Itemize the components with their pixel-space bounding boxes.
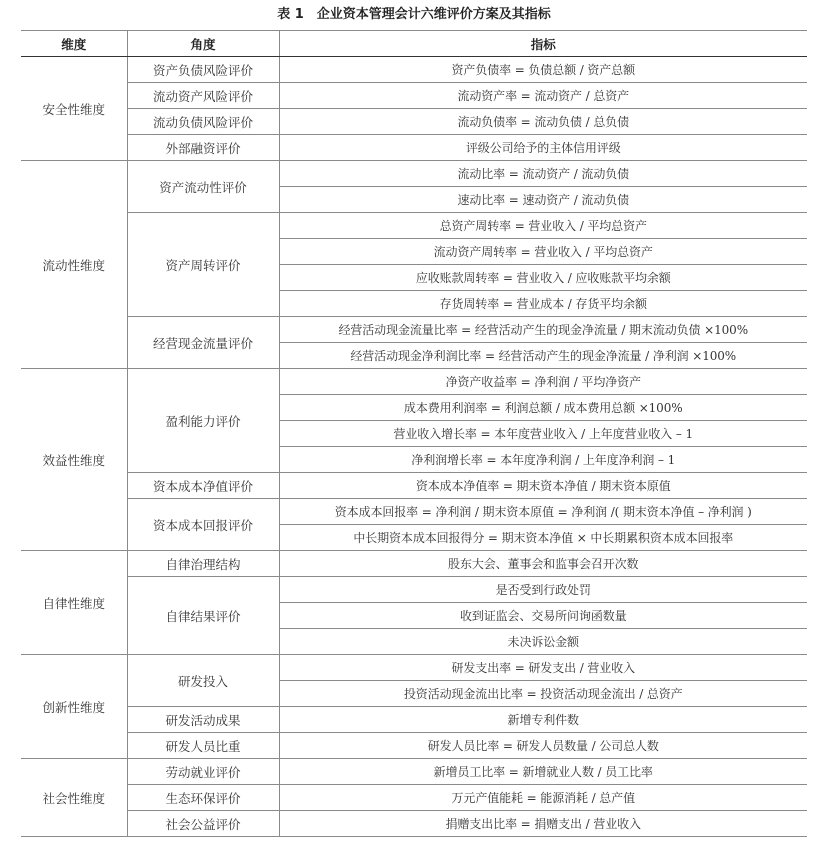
- indicator-cell: 资本成本净值率 = 期末资本净值 / 期末资本原值: [279, 473, 807, 499]
- indicator-cell: 中长期资本成本回报得分 = 期末资本净值 × 中长期累积资本成本回报率: [279, 525, 807, 551]
- angle-cell: 资本成本净值评价: [127, 473, 279, 499]
- indicator-cell: 新增员工比率 = 新增就业人数 / 员工比率: [279, 759, 807, 785]
- angle-cell: 研发投入: [127, 655, 279, 707]
- angle-cell: 流动负债风险评价: [127, 109, 279, 135]
- table-body: [21, 57, 807, 837]
- dimension-cell: 流动性维度: [21, 161, 127, 369]
- table-row: [21, 499, 807, 525]
- table-row: [21, 785, 807, 811]
- indicator-cell: 流动比率 = 流动资产 / 流动负债: [279, 161, 807, 187]
- angle-cell: 自律结果评价: [127, 577, 279, 655]
- evaluation-table: [21, 30, 807, 837]
- table-row: [21, 135, 807, 161]
- angle-cell: 资产周转评价: [127, 213, 279, 317]
- indicator-cell: 速动比率 = 速动资产 / 流动负债: [279, 187, 807, 213]
- indicator-cell: 总资产周转率 = 营业收入 / 平均总资产: [279, 213, 807, 239]
- header-dimension: 维度: [21, 31, 127, 57]
- indicator-cell: 成本费用利润率 = 利润总额 / 成本费用总额 ×100%: [279, 395, 807, 421]
- table-row: [21, 57, 807, 83]
- angle-cell: 外部融资评价: [127, 135, 279, 161]
- angle-cell: 生态环保评价: [127, 785, 279, 811]
- dimension-cell: 安全性维度: [21, 57, 127, 161]
- angle-cell: 社会公益评价: [127, 811, 279, 837]
- table-row: [21, 577, 807, 603]
- indicator-cell: 未决诉讼金额: [279, 629, 807, 655]
- angle-cell: 资产流动性评价: [127, 161, 279, 213]
- indicator-cell: 捐赠支出比率 = 捐赠支出 / 营业收入: [279, 811, 807, 837]
- indicator-cell: 研发人员比率 = 研发人员数量 / 公司总人数: [279, 733, 807, 759]
- angle-cell: 盈利能力评价: [127, 369, 279, 473]
- angle-cell: 研发人员比重: [127, 733, 279, 759]
- table-row: [21, 473, 807, 499]
- indicator-cell: 流动资产率 = 流动资产 / 总资产: [279, 83, 807, 109]
- indicator-cell: 评级公司给予的主体信用评级: [279, 135, 807, 161]
- dimension-cell: 社会性维度: [21, 759, 127, 837]
- indicator-cell: 资本成本回报率 = 净利润 / 期末资本原值 = 净利润 /( 期末资本净值 – 净利润 ): [279, 499, 807, 525]
- table-row: [21, 83, 807, 109]
- table-row: [21, 369, 807, 395]
- dimension-cell: 效益性维度: [21, 369, 127, 551]
- table-caption: 表 1 企业资本管理会计六维评价方案及其指标: [277, 7, 551, 22]
- angle-cell: 流动资产风险评价: [127, 83, 279, 109]
- indicator-cell: 净资产收益率 = 净利润 / 平均净资产: [279, 369, 807, 395]
- table-row: [21, 811, 807, 837]
- header-row: [21, 31, 807, 57]
- indicator-cell: 流动资产周转率 = 营业收入 / 平均总资产: [279, 239, 807, 265]
- header-indicator: 指标: [279, 31, 807, 57]
- angle-cell: 自律治理结构: [127, 551, 279, 577]
- indicator-cell: 投资活动现金流出比率 = 投资活动现金流出 / 总资产: [279, 681, 807, 707]
- indicator-cell: 研发支出率 = 研发支出 / 营业收入: [279, 655, 807, 681]
- indicator-cell: 股东大会、董事会和监事会召开次数: [279, 551, 807, 577]
- table-row: [21, 213, 807, 239]
- dimension-cell: 自律性维度: [21, 551, 127, 655]
- table-row: [21, 759, 807, 785]
- dimension-cell: 创新性维度: [21, 655, 127, 759]
- angle-cell: 资本成本回报评价: [127, 499, 279, 551]
- table-row: [21, 707, 807, 733]
- indicator-cell: 经营活动现金净利润比率 = 经营活动产生的现金净流量 / 净利润 ×100%: [279, 343, 807, 369]
- indicator-cell: 存货周转率 = 营业成本 / 存货平均余额: [279, 291, 807, 317]
- indicator-cell: 经营活动现金流量比率 = 经营活动产生的现金净流量 / 期末流动负债 ×100%: [279, 317, 807, 343]
- indicator-cell: 资产负债率 = 负债总额 / 资产总额: [279, 57, 807, 83]
- angle-cell: 劳动就业评价: [127, 759, 279, 785]
- angle-cell: 经营现金流量评价: [127, 317, 279, 369]
- indicator-cell: 收到证监会、交易所问询函数量: [279, 603, 807, 629]
- indicator-cell: 净利润增长率 = 本年度净利润 / 上年度净利润 – 1: [279, 447, 807, 473]
- indicator-cell: 流动负债率 = 流动负债 / 总负债: [279, 109, 807, 135]
- header-angle: 角度: [127, 31, 279, 57]
- table-row: [21, 317, 807, 343]
- table-row: [21, 655, 807, 681]
- indicator-cell: 是否受到行政处罚: [279, 577, 807, 603]
- table-row: [21, 109, 807, 135]
- table-row: [21, 733, 807, 759]
- table-row: [21, 161, 807, 187]
- indicator-cell: 新增专利件数: [279, 707, 807, 733]
- indicator-cell: 应收账款周转率 = 营业收入 / 应收账款平均余额: [279, 265, 807, 291]
- angle-cell: 研发活动成果: [127, 707, 279, 733]
- angle-cell: 资产负债风险评价: [127, 57, 279, 83]
- indicator-cell: 万元产值能耗 = 能源消耗 / 总产值: [279, 785, 807, 811]
- indicator-cell: 营业收入增长率 = 本年度营业收入 / 上年度营业收入 – 1: [279, 421, 807, 447]
- table-row: [21, 551, 807, 577]
